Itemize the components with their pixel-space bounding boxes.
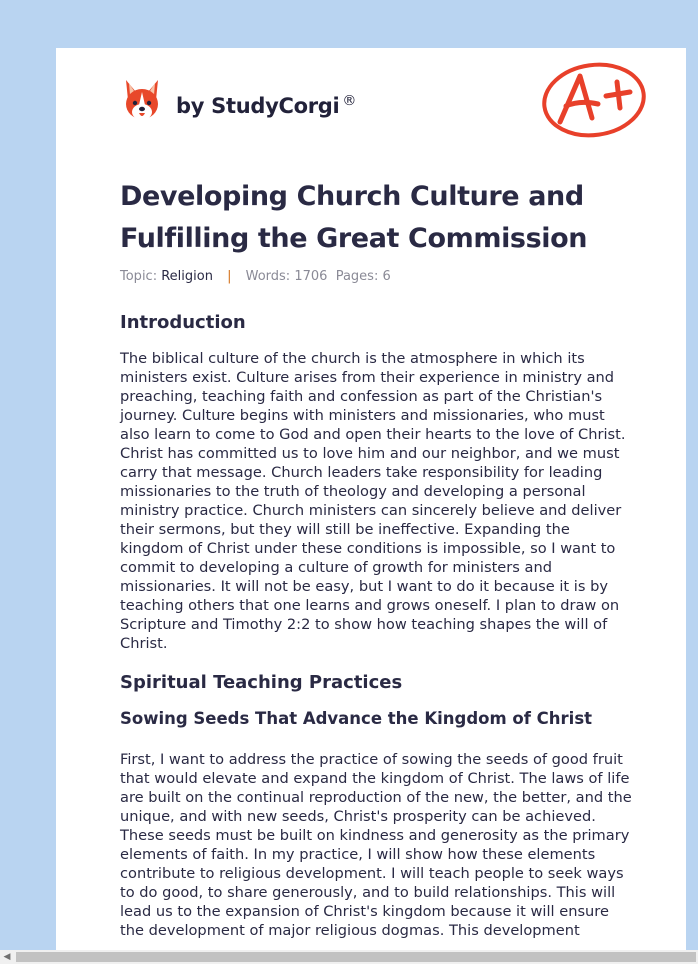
- paragraph-sowing: First, I want to address the practice of sowing the seeds of good fruit that would elevate and expand the kingdom of Christ. The laws of life are built on the continual reproduction of the new, the better, and the unique, and with new seeds, Christ's prosperity can be achieved. These seeds must be built on kindness and generosity as the primary elements of faith. In my practice, I will show how these elements contribute to religious development. I will teach people to seek ways to do good, to share generously, and to build relationships. This will lead us to the expansion of Christ's kingdom because it will ensure the development of major religious dogmas. This development: [120, 751, 632, 939]
- topic-link[interactable]: Religion: [161, 269, 213, 284]
- registered-mark: ®: [342, 92, 357, 109]
- paragraph-introduction: The biblical culture of the church is the atmosphere in which its ministers exist. Culture arises from their experience in ministry and preaching, teaching faith and confession as part of the Christian's journey. Culture begins with ministers and missionaries, who must also learn to come to God and open their hearts to the love of Christ. Christ has committed us to love him and our neighbor, and we must carry that message. Church leaders take responsibility for leading missionaries to the truth of theology and developing a personal ministry practice. Church ministers can sincerely believe and deliver their sermons, but they will still be ineffective. Expanding the kingdom of Christ under these conditions is impossible, so I want to commit to developing a culture of growth for ministers and missionaries. It will not be easy, but I want to do it because it is by teaching others that one learns and grows oneself. I plan to draw on Scripture and Timothy 2:2 to show how teaching shapes the will of Christ.: [120, 350, 626, 652]
- studycorgi-logo[interactable]: [122, 76, 356, 124]
- document-page: [56, 48, 686, 950]
- words-label: Words:: [245, 269, 291, 284]
- subsection-heading-sowing: Sowing Seeds That Advance the Kingdom of Christ: [120, 709, 593, 728]
- corgi-icon: [122, 78, 162, 122]
- meta-separator: |: [227, 269, 232, 284]
- essay-title: Developing Church Culture and Fulfilling the Great Commission: [120, 181, 588, 254]
- pages-label: Pages:: [335, 269, 379, 284]
- pages-count: 6: [382, 269, 391, 284]
- essay-meta: [120, 269, 391, 284]
- section-heading-introduction: Introduction: [120, 312, 246, 333]
- scrollbar-thumb[interactable]: [16, 952, 696, 962]
- brand-name: by StudyCorgi ®: [176, 92, 357, 118]
- horizontal-scrollbar[interactable]: [0, 950, 698, 964]
- words-count: 1706: [294, 269, 328, 284]
- topic-label: Topic:: [120, 269, 158, 284]
- grade-a-plus-stamp: [540, 60, 648, 138]
- scroll-left-arrow-icon[interactable]: ◀: [3, 952, 11, 962]
- section-heading-practices: Spiritual Teaching Practices: [120, 672, 403, 693]
